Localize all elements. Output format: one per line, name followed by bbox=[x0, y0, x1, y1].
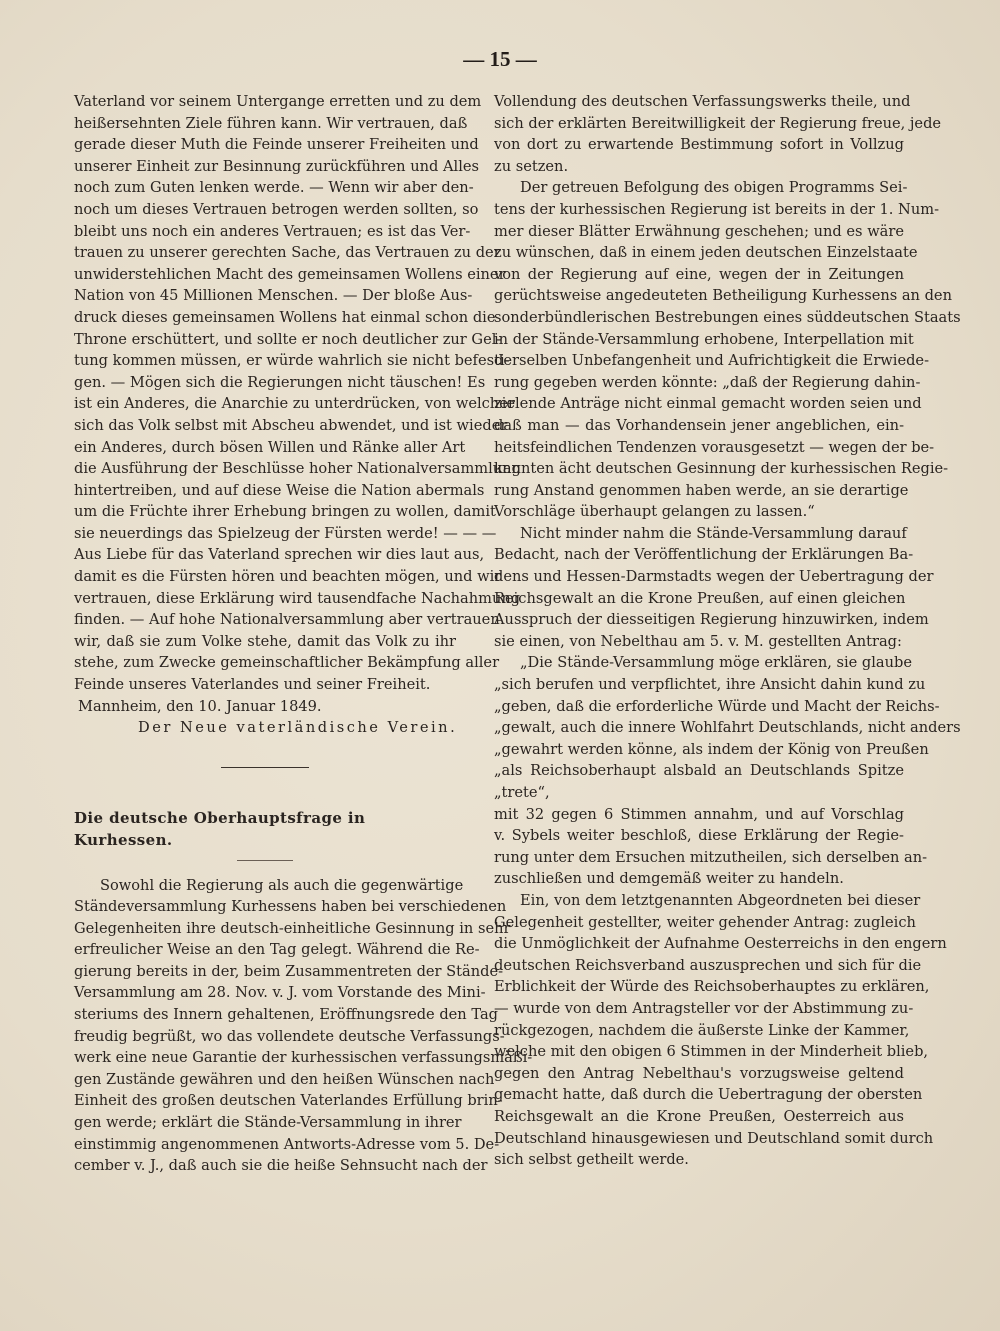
text-line: ist ein Anderes, die Anarchie zu unterdrücken, von welcher bbox=[74, 395, 515, 413]
text-line: Throne erschüttert, und sollte er noch deutlicher zur Gel- bbox=[74, 330, 502, 348]
text-line: gierung bereits in der, beim Zusammentreten der Stände- bbox=[74, 962, 504, 980]
text-line: cember v. J., daß auch sie die heiße Sehnsucht nach der bbox=[74, 1157, 488, 1175]
text-line: rung gegeben werden könnte: „daß der Regierung dahin- bbox=[494, 373, 921, 391]
right-column bbox=[494, 91, 961, 1171]
text-line: gen werde; erklärt die Stände-Versammlung in ihrer bbox=[74, 1114, 462, 1132]
text-line: noch zum Guten lenken werde. — Wenn wir aber den- bbox=[74, 179, 474, 197]
text-line: Aus Liebe für das Vaterland sprechen wir dies laut aus, bbox=[74, 546, 485, 564]
text-line: sich der erklärten Bereitwilligkeit der Regierung freue, jede bbox=[494, 114, 942, 132]
text-line: Gelegenheiten ihre deutsch-einheitliche Gesinnung in sehr bbox=[74, 919, 511, 937]
text-line: gemacht hatte, daß durch die Uebertragung der obersten bbox=[494, 1086, 923, 1104]
paragraph-vote-result bbox=[494, 804, 928, 890]
text-line: kannten ächt deutschen Gesinnung der kurhessischen Regie- bbox=[494, 460, 949, 478]
text-line: freudig begrüßt, wo das vollendete deutsche Verfassungs- bbox=[74, 1027, 505, 1045]
text-line: zu wünschen, daß in einem jeden deutschen Einzelstaate bbox=[494, 244, 918, 262]
text-line: v. Sybels weiter beschloß, diese Erklärung der Regie- bbox=[494, 827, 904, 845]
text-line: „als Reichsoberhaupt alsbald an Deutschlands Spitze bbox=[494, 762, 904, 780]
text-line: „gewalt, auch die innere Wohlfahrt Deutschlands, nicht anders bbox=[494, 719, 961, 737]
text-line: Vorschläge überhaupt gelangen zu lassen.“ bbox=[494, 503, 815, 521]
text-line: damit es die Fürsten hören und beachten mögen, und wir bbox=[74, 568, 502, 586]
text-line: Nation von 45 Millionen Menschen. — Der bloße Aus- bbox=[74, 287, 473, 305]
text-line: bleibt uns noch ein anderes Vertrauen; es ist das Ver- bbox=[74, 222, 471, 240]
text-line: druck dieses gemeinsamen Wollens hat einmal schon die bbox=[74, 308, 496, 326]
paragraph-continuation bbox=[494, 91, 942, 177]
text-line: „trete“, bbox=[494, 784, 550, 801]
text-line: gerade dieser Muth die Feinde unserer Freiheiten und bbox=[74, 136, 479, 154]
text-line: Bedacht, nach der Veröffentlichung der Erklärungen Ba- bbox=[494, 546, 914, 564]
text-line: deutschen Reichsverband auszusprechen und sich für die bbox=[494, 956, 922, 974]
text-line: derselben Unbefangenheit und Aufrichtigkeit die Erwiede- bbox=[494, 352, 930, 370]
text-line: trauen zu unserer gerechten Sache, das Vertrauen zu der bbox=[74, 244, 501, 262]
text-line: „Die Stände-Versammlung möge erklären, sie glaube bbox=[520, 654, 913, 672]
text-line: Erblichkeit der Würde des Reichsoberhauptes zu erklären, bbox=[494, 978, 930, 996]
text-line: Feinde unseres Vaterlandes und seiner Freiheit. bbox=[74, 676, 431, 694]
signature-date: Mannheim, den 10. Januar 1849. bbox=[78, 697, 322, 715]
paragraph-nebelthau-motion bbox=[494, 523, 934, 653]
text-line: die Unmöglichkeit der Aufnahme Oesterreichs in den engern bbox=[494, 935, 947, 953]
text-line: Gelegenheit gestellter, weiter gehender Antrag: zugleich bbox=[494, 913, 916, 931]
text-line: Reichsgewalt an die Krone Preußen, Oesterreich aus bbox=[494, 1107, 904, 1125]
text-line: ein Anderes, durch bösen Willen und Ränke aller Art bbox=[74, 438, 466, 456]
text-line: Nicht minder nahm die Stände-Versammlung darauf bbox=[520, 524, 907, 542]
text-line: „sich berufen und verpflichtet, ihre Ansicht dahin kund zu bbox=[494, 676, 926, 694]
text-line: zielende Anträge nicht einmal gemacht worden seien und bbox=[494, 395, 922, 413]
section-divider bbox=[221, 767, 309, 769]
text-line: zu setzen. bbox=[494, 157, 569, 175]
text-line: finden. — Auf hohe Nationalversammlung aber vertrauen bbox=[74, 611, 500, 629]
text-line: dens und Hessen-Darmstadts wegen der Uebertragung der bbox=[494, 568, 934, 586]
text-line: Einheit des großen deutschen Vaterlandes Erfüllung brin- bbox=[74, 1092, 503, 1110]
text-line: „geben, daß die erforderliche Würde und Macht der Reichs- bbox=[494, 697, 940, 715]
text-line: tens der kurhessischen Regierung ist bereits in der 1. Num- bbox=[494, 200, 939, 218]
text-line: Ein, von dem letztgenannten Abgeordneten bei dieser bbox=[520, 891, 921, 909]
text-line: sie neuerdings das Spielzeug der Fürsten werde! — — — bbox=[74, 524, 497, 542]
paragraph-programme bbox=[494, 177, 961, 523]
text-line: Sowohl die Regierung als auch die gegenwärtige bbox=[100, 876, 464, 894]
text-line: steriums des Innern gehaltenen, Eröffnungsrede den Tag bbox=[74, 1006, 498, 1024]
text-line: Reichsgewalt an die Krone Preußen, auf einen gleichen bbox=[494, 589, 906, 607]
text-line: welche mit den obigen 6 Stimmen in der Minderheit blieb, bbox=[494, 1043, 929, 1061]
text-line: stehe, zum Zwecke gemeinschaftlicher Bekämpfung aller bbox=[74, 654, 500, 672]
text-line: einstimmig angenommenen Antworts-Adresse vom 5. De- bbox=[74, 1135, 500, 1153]
section-title: Die deutsche Oberhauptsfrage in Kurhessen. bbox=[74, 809, 366, 849]
paragraph-kurhessen-intro bbox=[74, 875, 533, 1177]
text-line: gen Zustände gewähren und den heißen Wünschen nach bbox=[74, 1070, 495, 1088]
text-line: heißersehnten Ziele führen kann. Wir vertrauen, daß bbox=[74, 114, 468, 132]
text-line: von der Regierung auf eine, wegen der in Zeitungen bbox=[494, 265, 904, 283]
text-line: Ausspruch der diesseitigen Regierung hinzuwirken, indem bbox=[494, 611, 929, 629]
text-line: gegen den Antrag Nebelthau's vorzugsweise geltend bbox=[494, 1064, 904, 1082]
text-line: rückgezogen, nachdem die äußerste Linke der Kammer, bbox=[494, 1021, 910, 1039]
text-line: hintertreiben, und auf diese Weise die Nation abermals bbox=[74, 481, 485, 499]
text-line: „gewahrt werden könne, als indem der König von Preußen bbox=[494, 740, 929, 758]
text-line: rung unter dem Ersuchen mitzutheilen, sich derselben an- bbox=[494, 848, 928, 866]
page-number: — 15 — bbox=[463, 47, 537, 71]
text-line: gerüchtsweise angedeuteten Betheiligung Kurhessens an den bbox=[494, 287, 952, 305]
text-line: rung Anstand genommen haben werde, an sie derartige bbox=[494, 481, 909, 499]
text-line: Ständeversammlung Kurhessens haben bei verschiedenen bbox=[74, 898, 507, 916]
text-line: noch um dieses Vertrauen betrogen werden sollten, so bbox=[74, 200, 479, 218]
text-line: gen. — Mögen sich die Regierungen nicht täuschen! Es bbox=[74, 373, 486, 391]
text-line: erfreulicher Weise an den Tag gelegt. Während die Re- bbox=[74, 941, 480, 959]
signature-name: Der Neue vaterländische Verein. bbox=[138, 719, 458, 737]
text-line: um die Früchte ihrer Erhebung bringen zu wollen, damit bbox=[74, 503, 496, 521]
text-line: wir, daß sie zum Volke stehe, damit das Volk zu ihr bbox=[74, 632, 456, 650]
text-line: Vollendung des deutschen Verfassungswerks theile, und bbox=[494, 93, 911, 110]
text-line: werk eine neue Garantie der kurhessischen verfassungsmäßi- bbox=[74, 1049, 533, 1067]
paragraph-closing-appeal bbox=[74, 91, 521, 696]
text-line: von dort zu erwartende Bestimmung sofort in Vollzug bbox=[494, 136, 904, 154]
text-line: sonderbündlerischen Bestrebungen eines süddeutschen Staats bbox=[494, 308, 961, 326]
text-line: sich selbst getheilt werde. bbox=[494, 1151, 689, 1169]
text-line: mit 32 gegen 6 Stimmen annahm, und auf Vorschlag bbox=[494, 805, 904, 823]
text-line: sich das Volk selbst mit Abscheu abwendet, und ist wieder bbox=[74, 416, 508, 434]
title-underline bbox=[237, 860, 293, 861]
text-line: daß man — das Vorhandensein jener angeblichen, ein- bbox=[494, 416, 904, 434]
text-line: unserer Einheit zur Besinnung zurückführen und Alles bbox=[74, 157, 479, 175]
text-line: vertrauen, diese Erklärung wird tausendfache Nachahmung bbox=[74, 589, 521, 607]
text-line: Versammlung am 28. Nov. v. J. vom Vorstande des Mini- bbox=[74, 984, 486, 1002]
text-line: Der getreuen Befolgung des obigen Programms Sei- bbox=[520, 179, 908, 197]
text-line: tung kommen müssen, er würde wahrlich sie nicht befesti- bbox=[74, 352, 510, 370]
text-line: Vaterland vor seinem Untergange erretten und zu dem bbox=[74, 93, 482, 110]
text-line: mer dieser Blätter Erwähnung geschehen; und es wäre bbox=[494, 222, 904, 240]
text-line: heitsfeindlichen Tendenzen vorausgesetzt — wegen der be- bbox=[494, 438, 935, 456]
text-line: — wurde von dem Antragsteller vor der Abstimmung zu- bbox=[494, 999, 914, 1017]
text-line: die Ausführung der Beschlüsse hoher Nationalversammlung bbox=[74, 460, 521, 478]
text-line: Deutschland hinausgewiesen und Deutschland somit durch bbox=[494, 1129, 934, 1147]
text-line: sie einen, von Nebelthau am 5. v. M. gestellten Antrag: bbox=[494, 632, 902, 650]
quoted-motion bbox=[494, 652, 961, 803]
paragraph-further-motion bbox=[494, 890, 947, 1171]
text-line: in der Stände-Versammlung erhobene, Interpellation mit bbox=[494, 330, 914, 348]
text-line: zuschließen und demgemäß weiter zu handeln. bbox=[494, 870, 844, 888]
text-line: unwiderstehlichen Macht des gemeinsamen Wollens einer bbox=[74, 265, 506, 283]
